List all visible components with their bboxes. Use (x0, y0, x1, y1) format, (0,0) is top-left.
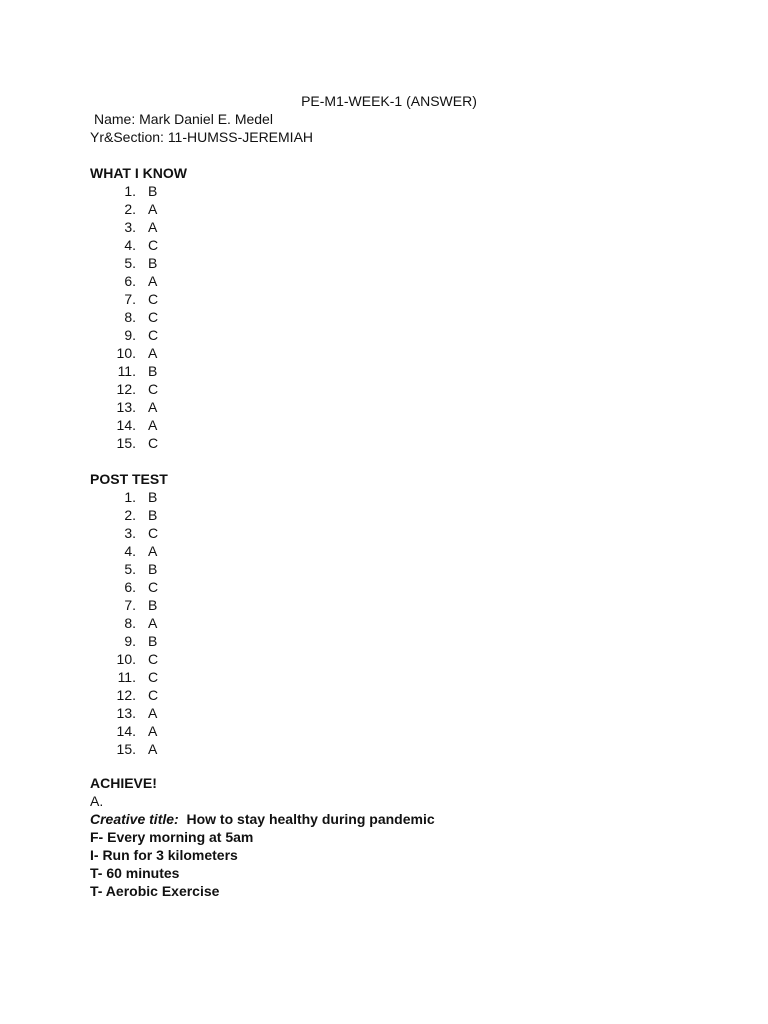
list-item (90, 488, 168, 506)
item-number: 14. (116, 417, 136, 433)
list-item (90, 398, 187, 416)
list-item (90, 668, 168, 686)
list-item (90, 704, 168, 722)
list-item (90, 380, 187, 398)
item-answer: A (148, 219, 158, 235)
achieve-heading: ACHIEVE! (90, 775, 157, 791)
item-answer: B (148, 561, 158, 577)
item-answer: A (148, 273, 158, 289)
list-item (90, 254, 187, 272)
item-number: 6. (124, 273, 136, 289)
fitt-intensity: I- Run for 3 kilometers (90, 847, 238, 863)
item-answer: C (148, 435, 159, 451)
item-answer: C (148, 291, 159, 307)
list-item (90, 362, 187, 380)
list-item (90, 236, 187, 254)
item-answer: B (148, 255, 158, 271)
item-number: 1. (124, 183, 136, 199)
list-item (90, 578, 168, 596)
list-item (90, 632, 168, 650)
item-answer: B (148, 597, 158, 613)
item-answer: A (148, 723, 158, 739)
item-answer: A (148, 345, 158, 361)
list-item (90, 416, 187, 434)
item-number: 12. (116, 381, 136, 397)
item-answer: C (148, 669, 159, 685)
list-item (90, 272, 187, 290)
list-item (90, 524, 168, 542)
item-answer: A (148, 705, 158, 721)
student-info (90, 110, 313, 146)
item-answer: B (148, 633, 158, 649)
list-item (90, 308, 187, 326)
item-answer: A (148, 615, 158, 631)
item-answer: C (148, 687, 159, 703)
item-number: 8. (124, 615, 136, 631)
item-number: 2. (124, 507, 136, 523)
item-answer: A (148, 543, 158, 559)
item-number: 15. (116, 435, 136, 451)
post-test-section (90, 470, 168, 758)
fitt-frequency: F- Every morning at 5am (90, 829, 254, 845)
item-answer: C (148, 237, 159, 253)
item-number: 1. (124, 489, 136, 505)
list-item (90, 614, 168, 632)
list-item (90, 218, 187, 236)
item-number: 3. (124, 219, 136, 235)
item-answer: C (148, 525, 159, 541)
what-i-know-heading: WHAT I KNOW (90, 165, 187, 181)
item-answer: B (148, 183, 158, 199)
item-answer: A (148, 417, 158, 433)
item-number: 5. (124, 561, 136, 577)
item-number: 6. (124, 579, 136, 595)
item-answer: B (148, 363, 158, 379)
item-number: 8. (124, 309, 136, 325)
item-answer: C (148, 651, 159, 667)
item-number: 10. (116, 651, 136, 667)
list-item (90, 740, 168, 758)
item-number: 13. (116, 705, 136, 721)
list-item (90, 200, 187, 218)
item-answer: A (148, 201, 158, 217)
achieve-section (90, 774, 435, 900)
list-item (90, 182, 187, 200)
item-number: 9. (124, 633, 136, 649)
list-item (90, 560, 168, 578)
item-number: 2. (124, 201, 136, 217)
item-answer: A (148, 741, 158, 757)
item-number: 11. (117, 363, 136, 379)
item-number: 9. (124, 327, 136, 343)
list-item (90, 326, 187, 344)
item-number: 13. (116, 399, 136, 415)
creative-title-value: How to stay healthy during pandemic (186, 811, 435, 827)
item-number: 11. (117, 669, 136, 685)
year-section: Yr&Section: 11-HUMSS-JEREMIAH (90, 129, 314, 145)
fitt-type: T- Aerobic Exercise (90, 883, 220, 899)
document-title (0, 92, 768, 110)
document-title-text: PE-M1-WEEK-1 (ANSWER) (301, 93, 477, 109)
what-i-know-list (90, 182, 187, 452)
item-number: 14. (116, 723, 136, 739)
item-answer: C (148, 327, 159, 343)
creative-title-line (90, 810, 435, 828)
item-answer: C (148, 309, 159, 325)
what-i-know-section (90, 164, 187, 452)
list-item (90, 344, 187, 362)
item-number: 7. (124, 597, 136, 613)
item-number: 12. (116, 687, 136, 703)
list-item (90, 596, 168, 614)
item-number: 5. (124, 255, 136, 271)
post-test-list (90, 488, 168, 758)
item-answer: C (148, 579, 159, 595)
list-item (90, 506, 168, 524)
item-number: 15. (116, 741, 136, 757)
student-name: Name: Mark Daniel E. Medel (94, 111, 273, 127)
post-test-heading: POST TEST (90, 471, 168, 487)
item-number: 10. (116, 345, 136, 361)
list-item (90, 686, 168, 704)
item-number: 7. (124, 291, 136, 307)
item-answer: A (148, 399, 158, 415)
list-item (90, 722, 168, 740)
item-answer: B (148, 507, 158, 523)
achieve-part-label: A. (90, 793, 104, 809)
list-item (90, 650, 168, 668)
list-item (90, 290, 187, 308)
item-number: 3. (124, 525, 136, 541)
creative-title-label: Creative title: (90, 811, 179, 827)
item-number: 4. (124, 237, 136, 253)
fitt-time: T- 60 minutes (90, 865, 180, 881)
list-item (90, 434, 187, 452)
item-number: 4. (124, 543, 136, 559)
item-answer: C (148, 381, 159, 397)
list-item (90, 542, 168, 560)
item-answer: B (148, 489, 158, 505)
